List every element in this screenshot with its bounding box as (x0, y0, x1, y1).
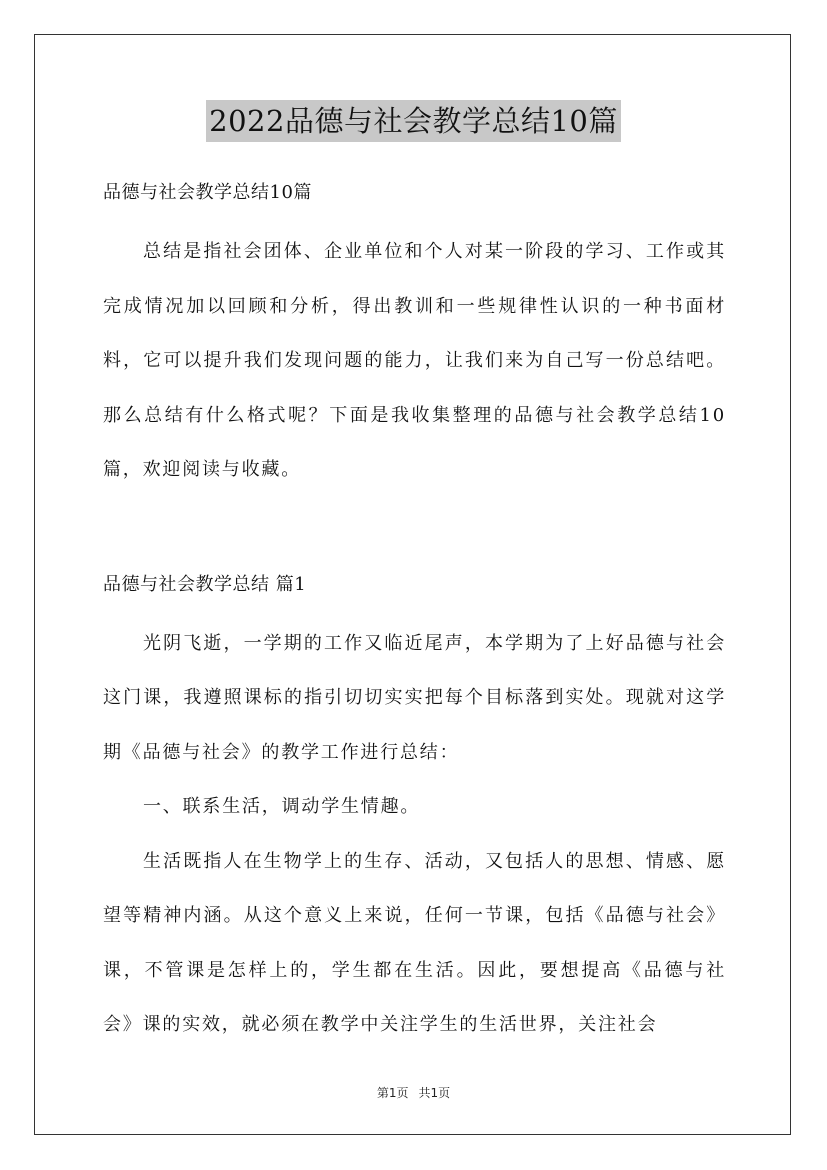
document-title: 2022品德与社会教学总结10篇 (206, 100, 621, 142)
section-heading: 品德与社会教学总结 篇1 (103, 573, 307, 595)
section-spacer (103, 498, 726, 566)
page-footer (0, 1084, 827, 1101)
page-number: 第1页 (376, 1086, 409, 1100)
document-body (103, 174, 726, 1053)
body-paragraph-3: 生活既指人在生物学上的生存、活动，又包括人的思想、情感、愿望等精神内涵。从这个意义上来说，任何一节课，包括《品德与社会》课，不管课是怎样上的，学生都在生活。因此，要想提高《品德与社会》课的实效，就必须在教学中关注学生的生活世界，关注社会 (103, 850, 726, 1035)
page-total: 共1页 (418, 1086, 451, 1100)
intro-paragraph: 总结是指社会团体、企业单位和个人对某一阶段的学习、工作或其完成情况加以回顾和分析，得出教训和一些规律性认识的一种书面材料，它可以提升我们发现问题的能力，让我们来为自己写一份总结吧。那么总结有什么格式呢？下面是我收集整理的品德与社会教学总结10篇，欢迎阅读与收藏。 (103, 241, 726, 480)
title-container (0, 100, 827, 142)
spacer (103, 212, 726, 222)
document-subtitle: 品德与社会教学总结10篇 (103, 182, 312, 203)
spacer (103, 604, 726, 614)
body-paragraph-1: 光阴飞逝，一学期的工作又临近尾声，本学期为了上好品德与社会这门课，我遵照课标的指引切切实实把每个目标落到实处。现就对这学期《品德与社会》的教学工作进行总结： (103, 632, 726, 763)
body-paragraph-2: 一、联系生活，调动学生情趣。 (143, 796, 421, 817)
